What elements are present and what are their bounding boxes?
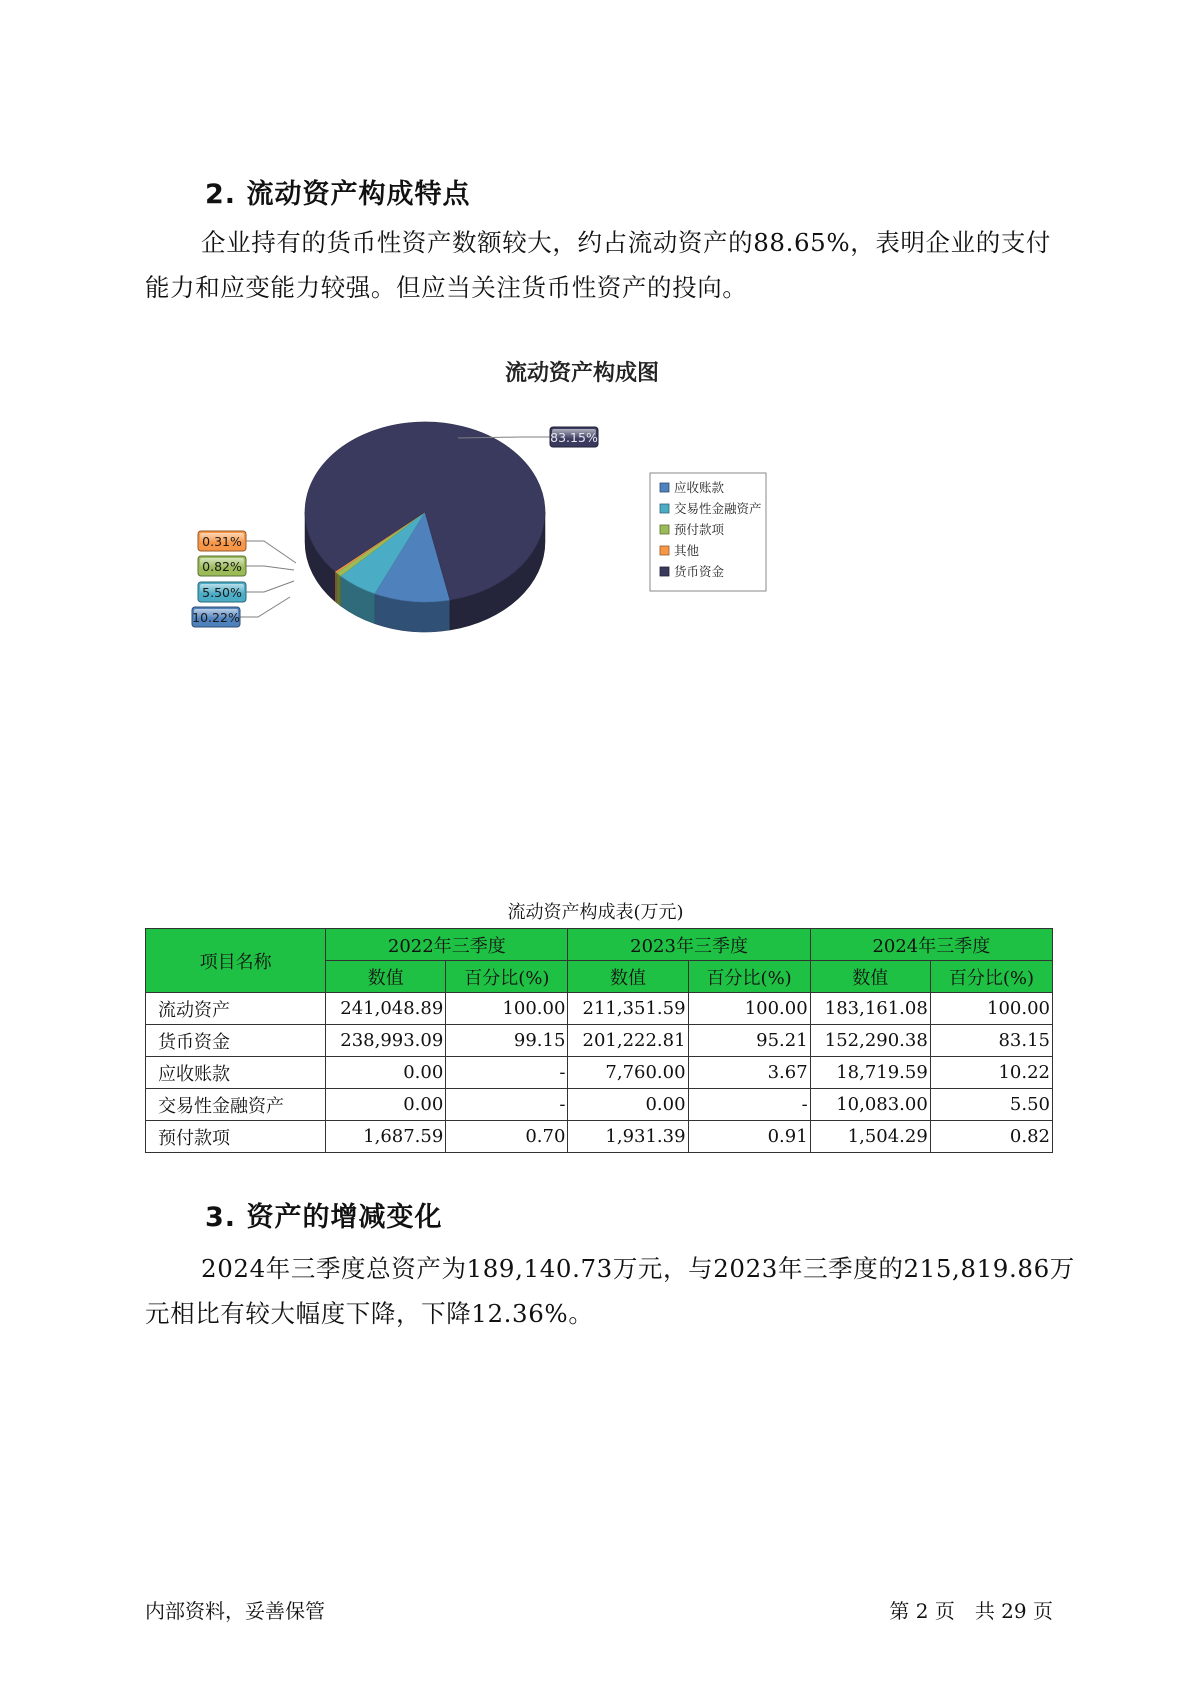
- header-value: 数值: [810, 961, 930, 993]
- legend-label: 预付款项: [674, 522, 725, 537]
- section3-heading: 3. 资产的增减变化: [205, 1202, 443, 1233]
- row-name: 交易性金融资产: [146, 1089, 326, 1121]
- data-label: 0.31%: [202, 534, 242, 549]
- header-item-name: 项目名称: [146, 929, 326, 993]
- cell-value: 211,351.59: [568, 993, 688, 1025]
- section2-paragraph: 企业持有的货币性资产数额较大，约占流动资产的88.65%，表明企业的支付能力和应变能力较强。但应当关注货币性资产的投向。: [145, 228, 1052, 302]
- header-value: 数值: [326, 961, 446, 993]
- cell-percent: -: [446, 1089, 568, 1121]
- cell-percent: 0.82: [930, 1121, 1052, 1153]
- footer-page-number: 第 2 页 共 29 页: [889, 1599, 1053, 1623]
- cell-percent: -: [688, 1089, 810, 1121]
- pie-slice-side: [336, 573, 340, 606]
- table-row: [146, 1057, 1053, 1089]
- cell-value: 183,161.08: [810, 993, 930, 1025]
- cell-percent: 10.22: [930, 1057, 1052, 1089]
- cell-value: 7,760.00: [568, 1057, 688, 1089]
- table-caption: 流动资产构成表(万元): [507, 902, 684, 923]
- cell-percent: 99.15: [446, 1025, 568, 1057]
- table-row: [146, 1025, 1053, 1057]
- legend-swatch: [660, 483, 669, 492]
- data-label: 5.50%: [202, 585, 242, 600]
- legend-label: 交易性金融资产: [674, 501, 762, 516]
- cell-percent: 3.67: [688, 1057, 810, 1089]
- cell-percent: 83.15: [930, 1025, 1052, 1057]
- table-row: [146, 1121, 1053, 1153]
- cell-value: 1,931.39: [568, 1121, 688, 1153]
- cell-value: 201,222.81: [568, 1025, 688, 1057]
- cell-percent: 0.70: [446, 1121, 568, 1153]
- label-leader-line: [246, 541, 296, 563]
- cell-percent: 100.00: [930, 993, 1052, 1025]
- label-leader-line: [246, 566, 294, 570]
- label-leader-line: [246, 581, 294, 592]
- cell-value: 10,083.00: [810, 1089, 930, 1121]
- row-name: 应收账款: [146, 1057, 326, 1089]
- section3-paragraph: 2024年三季度总资产为189,140.73万元，与2023年三季度的215,819.86万元相比有较大幅度下降，下降12.36%。: [145, 1254, 1075, 1328]
- cell-percent: 0.91: [688, 1121, 810, 1153]
- header-period: 2022年三季度: [326, 929, 568, 961]
- row-name: 流动资产: [146, 993, 326, 1025]
- table-row: [146, 1089, 1053, 1121]
- current-assets-table: [145, 928, 1053, 1153]
- cell-value: 238,993.09: [326, 1025, 446, 1057]
- section2-heading: 2. 流动资产构成特点: [205, 179, 471, 210]
- legend-swatch: [660, 567, 669, 576]
- cell-percent: 5.50: [930, 1089, 1052, 1121]
- legend-swatch: [660, 546, 669, 555]
- cell-value: 152,290.38: [810, 1025, 930, 1057]
- header-percent: 百分比(%): [930, 961, 1052, 993]
- data-label: 0.82%: [202, 559, 242, 574]
- cell-value: 0.00: [326, 1089, 446, 1121]
- legend-label: 应收账款: [674, 480, 725, 495]
- label-leader-line: [240, 597, 290, 617]
- cell-percent: 100.00: [446, 993, 568, 1025]
- header-value: 数值: [568, 961, 688, 993]
- cell-value: 0.00: [568, 1089, 688, 1121]
- cell-percent: -: [446, 1057, 568, 1089]
- header-percent: 百分比(%): [446, 961, 568, 993]
- table-row: [146, 993, 1053, 1025]
- data-label: 83.15%: [550, 430, 598, 445]
- legend-swatch: [660, 525, 669, 534]
- current-assets-pie-chart: [190, 355, 820, 645]
- chart-title: 流动资产构成图: [504, 361, 660, 386]
- cell-value: 241,048.89: [326, 993, 446, 1025]
- chart-legend: [650, 473, 766, 591]
- header-percent: 百分比(%): [688, 961, 810, 993]
- cell-value: 1,504.29: [810, 1121, 930, 1153]
- header-period: 2024年三季度: [810, 929, 1052, 961]
- cell-percent: 100.00: [688, 993, 810, 1025]
- data-label: 10.22%: [192, 610, 240, 625]
- cell-value: 1,687.59: [326, 1121, 446, 1153]
- row-name: 货币资金: [146, 1025, 326, 1057]
- footer-confidential-note: 内部资料，妥善保管: [145, 1599, 325, 1623]
- cell-value: 18,719.59: [810, 1057, 930, 1089]
- legend-swatch: [660, 504, 669, 513]
- legend-label: 货币资金: [674, 564, 725, 579]
- row-name: 预付款项: [146, 1121, 326, 1153]
- cell-percent: 95.21: [688, 1025, 810, 1057]
- legend-label: 其他: [674, 543, 700, 558]
- header-period: 2023年三季度: [568, 929, 810, 961]
- cell-value: 0.00: [326, 1057, 446, 1089]
